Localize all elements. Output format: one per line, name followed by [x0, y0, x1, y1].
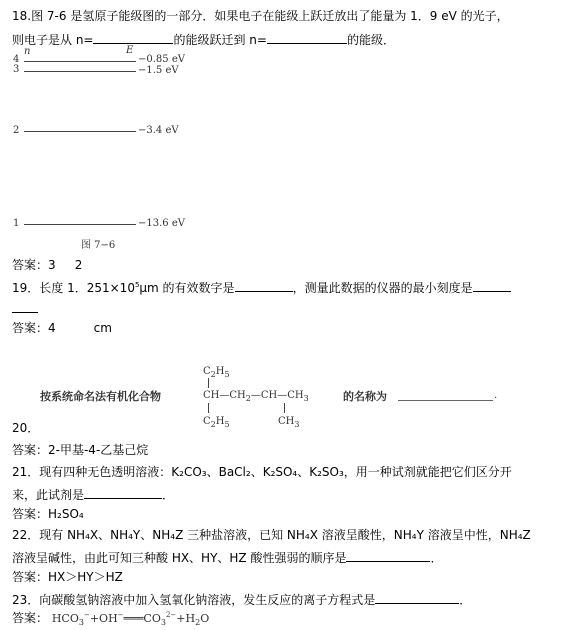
level-4-energy: −0.85 eV — [138, 54, 185, 65]
q20-answer — [12, 444, 148, 456]
q18-answer-label: 答案： — [12, 258, 49, 272]
e-axis-header: E — [126, 45, 134, 56]
q21-line1: 21．现有四种无色透明溶液：K₂CO₃、BaCl₂、K₂SO₄、K₂SO₃，用一种试剂就能把它们区分开 — [12, 465, 512, 479]
q22-answer-label: 答案： — [12, 570, 49, 584]
q19-answer-value: 4 — [48, 321, 56, 335]
q18-blank-1[interactable] — [93, 32, 173, 44]
level-4-n: 4 — [13, 54, 20, 65]
q19-text-c: ，测量此数据的仪器的最小刻度是 — [292, 281, 473, 295]
q21-answer — [12, 508, 84, 520]
q19-answer-unit: cm — [93, 321, 112, 335]
q20-bottom-left-group: $C_2H_5$ — [203, 416, 230, 429]
q19-answer — [12, 322, 112, 334]
level-1-energy: −13.6 eV — [138, 218, 185, 229]
q19-blank-2a[interactable] — [473, 280, 511, 292]
q19-text-a: 19．长度 1．251×10 — [12, 281, 135, 295]
q20-number: 20． — [12, 421, 40, 435]
q18-text: 18.图 7-6 是氢原子能级图的一部分．如果电子在能级上跃迁放出了能量为 1．9 eV 的光子， — [12, 9, 509, 23]
q21-line2 — [12, 487, 174, 501]
level-3-energy: −1.5 eV — [138, 65, 179, 76]
q20-prompt: 按系统命名法有机化合物 — [40, 390, 161, 403]
q22-blank[interactable] — [346, 550, 430, 562]
n-axis-header: n — [24, 46, 31, 57]
level-1-line — [24, 224, 136, 225]
q21-answer-label: 答案： — [12, 507, 49, 521]
q22-text-a: 溶液呈碱性，由此可知三种酸 HX、HY、HZ 酸性强弱的顺序是 — [12, 551, 347, 565]
q20-period: . — [494, 390, 498, 401]
q18-answer-values: 3 2 — [48, 258, 83, 272]
q22-line2 — [12, 550, 443, 564]
q18-text-b: 的能级跃迁到 n= — [173, 33, 267, 47]
level-4-line — [24, 61, 136, 62]
q20-bottom-right-bond — [284, 403, 285, 413]
q19-exponent: 5 — [134, 281, 140, 289]
level-2-n: 2 — [13, 125, 20, 136]
q22-answer — [12, 571, 123, 583]
q20-blank[interactable] — [398, 400, 493, 401]
q18-line2 — [12, 32, 395, 46]
q20-bottom-right-group: $CH_3$ — [278, 416, 300, 429]
q20-suffix: 的名称为 — [343, 390, 387, 403]
level-3-n: 3 — [13, 64, 20, 75]
q20-main-chain: $CH—CH_2—CH—CH_3$ — [203, 390, 309, 403]
q18-text-a: 则电子是从 n= — [12, 33, 94, 47]
q23-text-a: 23．向碳酸氢钠溶液中加入氢氧化钠溶液，发生反应的离子方程式是 — [12, 593, 376, 607]
q18-text-c: 的能级． — [346, 33, 395, 47]
q18-line1 — [12, 10, 509, 22]
q21-text-b: ． — [162, 488, 175, 502]
level-2-energy: −3.4 eV — [138, 125, 179, 136]
q19-line — [12, 280, 511, 294]
q20-answer-value: 2-甲基-4-乙基己烷 — [48, 443, 149, 457]
level-3-line — [24, 71, 136, 72]
q23-blank[interactable] — [375, 592, 459, 604]
q23-line1 — [12, 592, 471, 606]
q18-blank-2[interactable] — [267, 32, 347, 44]
q19-blank-1[interactable] — [235, 280, 293, 292]
q22-answer-value: HX＞HY＞HZ — [48, 570, 123, 584]
q21-text-a: 来，此试剂是 — [12, 488, 85, 502]
figure-caption: 图 7−6 — [81, 240, 116, 251]
q23-text-b: ． — [459, 593, 472, 607]
q21-answer-value: H₂SO₄ — [48, 507, 84, 521]
q20-answer-label: 答案： — [12, 443, 49, 457]
level-2-line — [24, 131, 136, 132]
q19-blank-2b[interactable] — [12, 302, 38, 313]
q18-answer — [12, 259, 82, 271]
q22-text-b: ． — [430, 551, 443, 565]
q20-top-group: $C_2H_5$ — [203, 366, 230, 379]
q23-answer-label: 答案： — [12, 611, 49, 625]
q19-text-b: μm 的有效数字是 — [139, 281, 235, 295]
q21-blank[interactable] — [84, 487, 162, 499]
q19-answer-label: 答案： — [12, 321, 49, 335]
q20-top-bond — [208, 378, 209, 388]
q22-line1: 22．现有 NH₄X、NH₄Y、NH₄Z 三种盐溶液，已知 NH₄X 溶液呈酸性，NH₄Y 溶液呈中性，NH₄Z — [12, 528, 531, 542]
q20-bottom-left-bond — [208, 403, 209, 413]
level-1-n: 1 — [13, 218, 20, 229]
q23-answer — [12, 611, 210, 627]
q23-equation: $HCO_3^-+OH^-═══CO_3^{2-}+H_2O$ — [51, 611, 210, 627]
